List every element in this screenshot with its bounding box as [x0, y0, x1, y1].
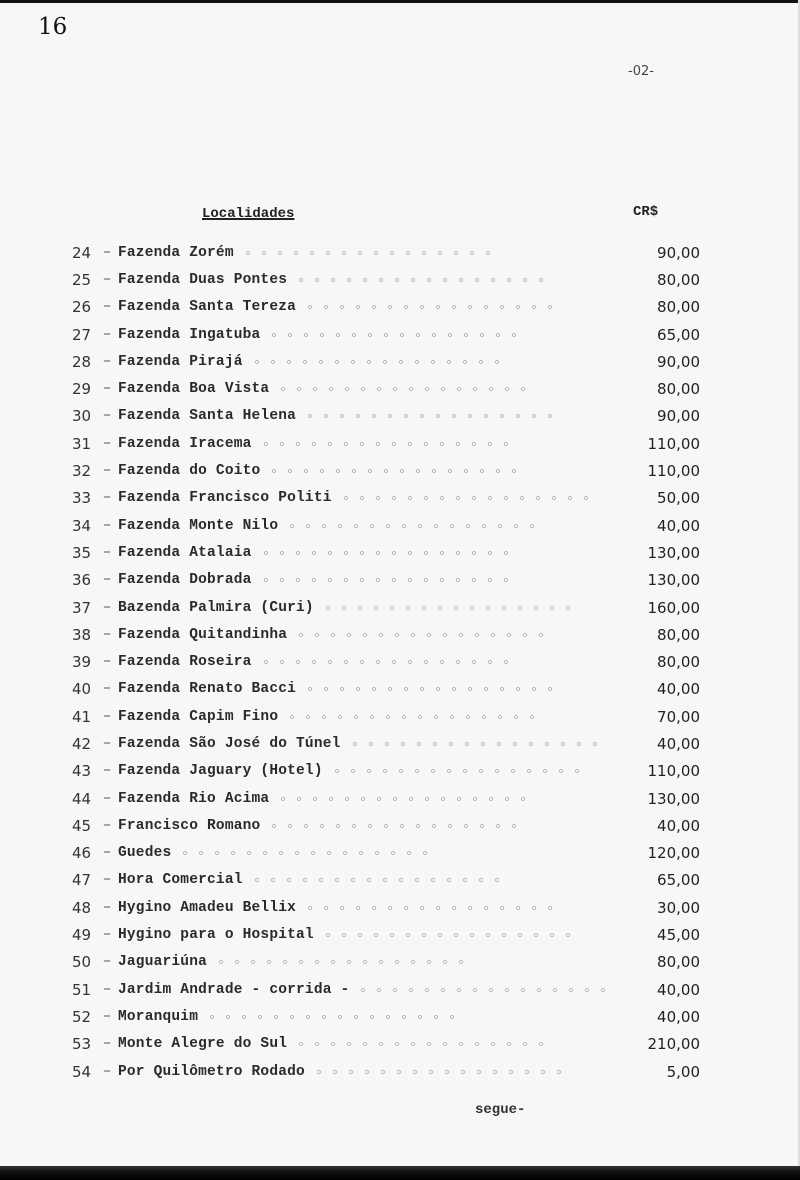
item-number: 28 — [72, 352, 92, 371]
dash-separator: – — [102, 572, 112, 589]
dot-leader — [177, 848, 437, 858]
price-value: 40,00 — [657, 1007, 700, 1026]
dot-leader — [249, 357, 509, 367]
list-item — [72, 812, 702, 839]
dot-leader — [249, 875, 509, 885]
dash-separator: – — [102, 954, 112, 971]
list-item — [72, 785, 702, 812]
page-number: 16 — [38, 14, 68, 40]
dot-leader — [275, 384, 535, 394]
list-item — [72, 294, 702, 321]
price-value: 70,00 — [657, 707, 700, 726]
price-value: 130,00 — [647, 789, 700, 808]
list-item — [72, 539, 702, 566]
dash-separator: – — [102, 708, 112, 725]
list-item — [72, 1003, 702, 1030]
list-item — [72, 266, 702, 293]
list-item — [72, 703, 702, 730]
dot-leader — [284, 712, 544, 722]
price-value: 80,00 — [657, 625, 700, 644]
dash-separator: – — [102, 872, 112, 889]
dot-leader — [302, 903, 562, 913]
dot-leader — [320, 603, 580, 613]
price-value: 40,00 — [657, 680, 700, 699]
item-number: 50 — [72, 953, 92, 972]
list-item — [72, 348, 702, 375]
dot-leader — [293, 275, 553, 285]
price-value: 80,00 — [657, 653, 700, 672]
location-name: Fazenda Iracema — [118, 435, 252, 452]
dash-separator: – — [102, 517, 112, 534]
price-value: 30,00 — [657, 898, 700, 917]
column-header-localidades: Localidades — [202, 206, 295, 222]
dash-separator: – — [102, 845, 112, 862]
list-item — [72, 1031, 702, 1058]
location-name: Fazenda Santa Helena — [118, 408, 297, 425]
location-name: Fazenda Capim Fino — [118, 708, 279, 725]
dash-separator: – — [102, 899, 112, 916]
price-value: 80,00 — [657, 380, 700, 399]
list-item — [72, 485, 702, 512]
dash-separator: – — [102, 654, 112, 671]
dot-leader — [293, 1039, 553, 1049]
item-number: 39 — [72, 653, 92, 672]
price-value: 210,00 — [647, 1035, 700, 1054]
dash-separator: – — [102, 599, 112, 616]
price-value: 40,00 — [657, 980, 700, 999]
dash-separator: – — [102, 353, 112, 370]
item-number: 34 — [72, 516, 92, 535]
list-item — [72, 403, 702, 430]
location-name: Fazenda Francisco Politi — [118, 490, 332, 507]
list-item — [72, 621, 702, 648]
item-number: 32 — [72, 462, 92, 481]
list-item — [72, 758, 702, 785]
list-item — [72, 430, 702, 457]
dot-leader — [302, 684, 562, 694]
price-value: 80,00 — [657, 270, 700, 289]
price-value: 65,00 — [657, 325, 700, 344]
location-name: Fazenda Boa Vista — [118, 381, 270, 398]
dash-separator: – — [102, 490, 112, 507]
list-item — [72, 676, 702, 703]
price-value: 130,00 — [647, 543, 700, 562]
list-item — [72, 949, 702, 976]
price-value: 65,00 — [657, 871, 700, 890]
location-name: Jardim Andrade - corrida - — [118, 981, 350, 998]
dash-separator: – — [102, 981, 112, 998]
location-name: Hygino para o Hospital — [118, 927, 314, 944]
dot-leader — [266, 330, 526, 340]
dash-separator: – — [102, 271, 112, 288]
list-item — [72, 1058, 702, 1085]
location-name: Monte Alegre do Sul — [118, 1036, 288, 1053]
list-item — [72, 648, 702, 675]
item-number: 29 — [72, 380, 92, 399]
list-item — [72, 375, 702, 402]
item-number: 24 — [72, 243, 92, 262]
location-name: Fazenda Quitandinha — [118, 626, 288, 643]
location-name: Fazenda do Coito — [118, 463, 261, 480]
location-name: Fazenda Dobrada — [118, 572, 252, 589]
list-item — [72, 894, 702, 921]
price-value: 90,00 — [657, 407, 700, 426]
dash-separator: – — [102, 408, 112, 425]
dash-separator: – — [102, 435, 112, 452]
item-number: 51 — [72, 980, 92, 999]
item-number: 30 — [72, 407, 92, 426]
item-number: 27 — [72, 325, 92, 344]
dash-separator: – — [102, 735, 112, 752]
price-value: 90,00 — [657, 352, 700, 371]
list-item — [72, 567, 702, 594]
dash-separator: – — [102, 299, 112, 316]
price-value: 40,00 — [657, 816, 700, 835]
price-value: 160,00 — [647, 598, 700, 617]
price-value: 110,00 — [647, 434, 700, 453]
dot-leader — [293, 630, 553, 640]
item-number: 48 — [72, 898, 92, 917]
dash-separator: – — [102, 817, 112, 834]
price-value: 5,00 — [666, 1062, 700, 1081]
price-value: 40,00 — [657, 516, 700, 535]
location-name: Francisco Romano — [118, 817, 261, 834]
location-name: Fazenda Pirajá — [118, 353, 243, 370]
dot-leader — [240, 248, 500, 258]
location-name: Por Quilômetro Rodado — [118, 1063, 305, 1080]
dash-separator: – — [102, 463, 112, 480]
dot-leader — [204, 1012, 464, 1022]
item-number: 42 — [72, 734, 92, 753]
location-name: Fazenda Santa Tereza — [118, 299, 297, 316]
item-number: 26 — [72, 298, 92, 317]
list-item — [72, 594, 702, 621]
item-number: 36 — [72, 571, 92, 590]
dash-separator: – — [102, 1036, 112, 1053]
item-number: 41 — [72, 707, 92, 726]
location-name: Moranquim — [118, 1008, 199, 1025]
item-number: 47 — [72, 871, 92, 890]
price-value: 45,00 — [657, 926, 700, 945]
dash-separator: – — [102, 1063, 112, 1080]
dot-leader — [311, 1067, 571, 1077]
location-name: Fazenda Ingatuba — [118, 326, 261, 343]
item-number: 40 — [72, 680, 92, 699]
item-number: 25 — [72, 270, 92, 289]
price-value: 80,00 — [657, 953, 700, 972]
price-value: 50,00 — [657, 489, 700, 508]
scan-bottom-edge — [0, 1166, 800, 1180]
location-name: Jaguariúna — [118, 954, 208, 971]
list-item — [72, 921, 702, 948]
dash-separator: – — [102, 544, 112, 561]
location-name: Fazenda Duas Pontes — [118, 271, 288, 288]
continued-note: segue- — [475, 1102, 526, 1118]
price-value: 130,00 — [647, 571, 700, 590]
price-value: 90,00 — [657, 243, 700, 262]
dot-leader — [302, 411, 562, 421]
dash-separator: – — [102, 1008, 112, 1025]
list-item — [72, 457, 702, 484]
item-number: 53 — [72, 1035, 92, 1054]
item-number: 38 — [72, 625, 92, 644]
price-list — [72, 239, 702, 1085]
list-item — [72, 840, 702, 867]
price-value: 80,00 — [657, 298, 700, 317]
list-item — [72, 730, 702, 757]
dot-leader — [258, 439, 518, 449]
price-value: 40,00 — [657, 734, 700, 753]
sheet-number: -02- — [628, 64, 654, 79]
dot-leader — [329, 766, 589, 776]
dot-leader — [258, 657, 518, 667]
dot-leader — [266, 821, 526, 831]
item-number: 33 — [72, 489, 92, 508]
dot-leader — [320, 930, 580, 940]
item-number: 37 — [72, 598, 92, 617]
list-item — [72, 976, 702, 1003]
dot-leader — [275, 794, 535, 804]
item-number: 44 — [72, 789, 92, 808]
location-name: Hygino Amadeu Bellix — [118, 899, 297, 916]
location-name: Hora Comercial — [118, 872, 243, 889]
item-number: 35 — [72, 543, 92, 562]
location-name: Fazenda Atalaia — [118, 544, 252, 561]
dash-separator: – — [102, 244, 112, 261]
dash-separator: – — [102, 381, 112, 398]
dot-leader — [355, 985, 615, 995]
scan-top-edge — [0, 0, 800, 3]
location-name: Fazenda Zorém — [118, 244, 234, 261]
list-item — [72, 321, 702, 348]
dash-separator: – — [102, 326, 112, 343]
list-item — [72, 867, 702, 894]
location-name: Fazenda São José do Túnel — [118, 735, 341, 752]
dash-separator: – — [102, 927, 112, 944]
dash-separator: – — [102, 626, 112, 643]
dot-leader — [302, 302, 562, 312]
item-number: 46 — [72, 844, 92, 863]
item-number: 45 — [72, 816, 92, 835]
location-name: Fazenda Monte Nilo — [118, 517, 279, 534]
dot-leader — [213, 957, 473, 967]
item-number: 52 — [72, 1007, 92, 1026]
list-item — [72, 512, 702, 539]
column-header-currency: CR$ — [633, 204, 659, 220]
price-value: 110,00 — [647, 762, 700, 781]
dot-leader — [258, 575, 518, 585]
item-number: 54 — [72, 1062, 92, 1081]
location-name: Fazenda Rio Acima — [118, 790, 270, 807]
price-value: 110,00 — [647, 462, 700, 481]
item-number: 49 — [72, 926, 92, 945]
dot-leader — [338, 493, 598, 503]
dash-separator: – — [102, 763, 112, 780]
location-name: Bazenda Palmira (Curi) — [118, 599, 314, 616]
price-value: 120,00 — [647, 844, 700, 863]
dot-leader — [266, 466, 526, 476]
dash-separator: – — [102, 681, 112, 698]
dot-leader — [258, 548, 518, 558]
dot-leader — [284, 521, 544, 531]
location-name: Guedes — [118, 845, 172, 862]
list-item — [72, 239, 702, 266]
location-name: Fazenda Jaguary (Hotel) — [118, 763, 323, 780]
location-name: Fazenda Roseira — [118, 654, 252, 671]
item-number: 31 — [72, 434, 92, 453]
dash-separator: – — [102, 790, 112, 807]
dot-leader — [347, 739, 607, 749]
item-number: 43 — [72, 762, 92, 781]
location-name: Fazenda Renato Bacci — [118, 681, 297, 698]
